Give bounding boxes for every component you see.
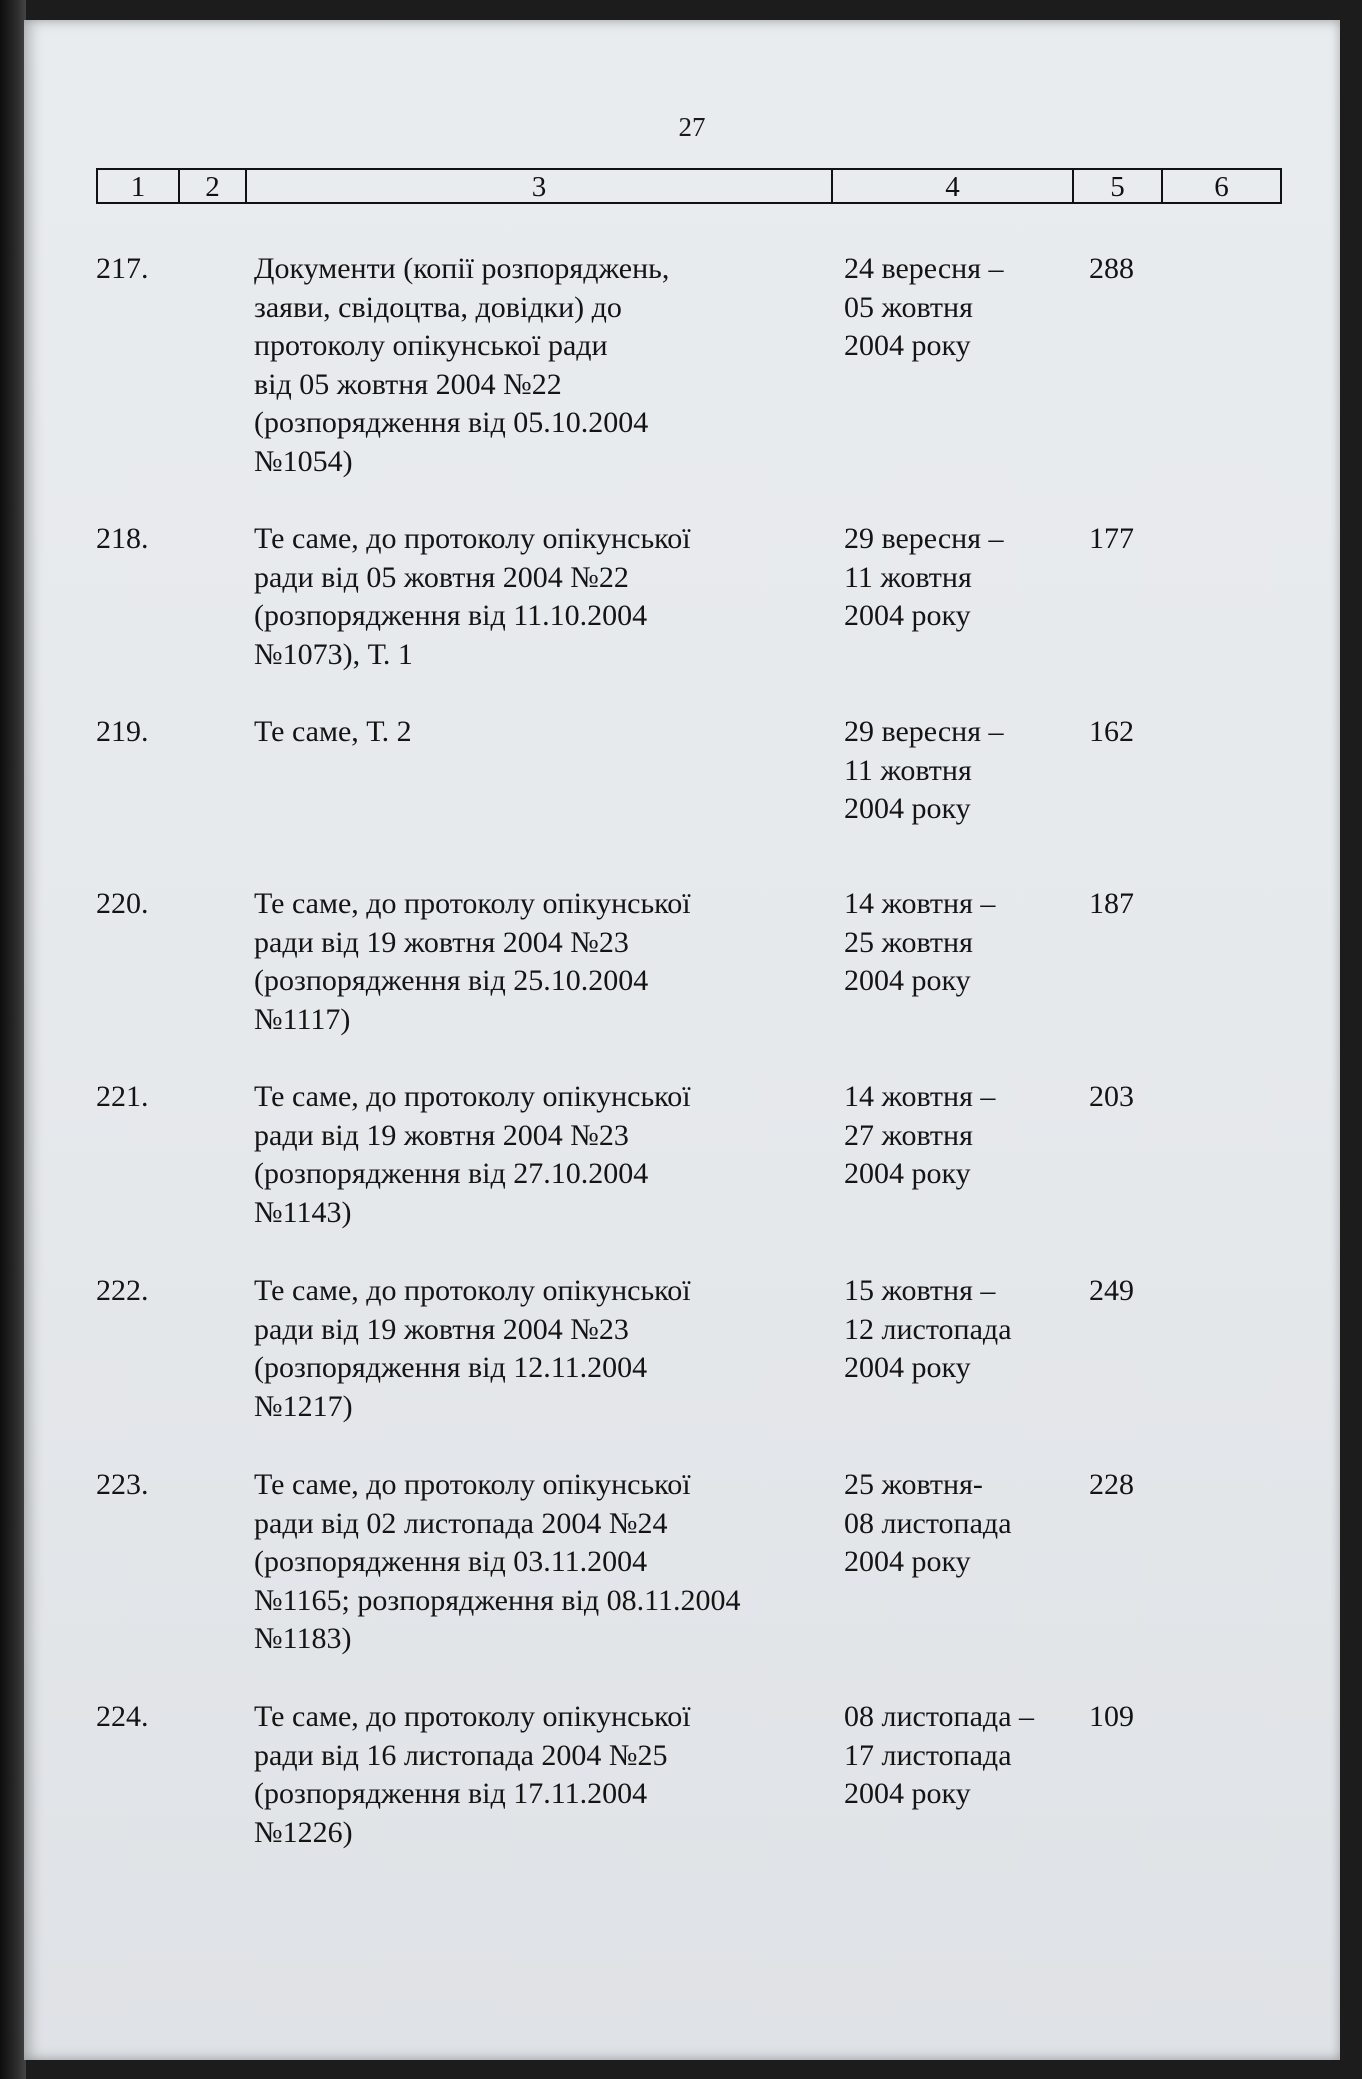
entry-sheet-count: 288 [1089,252,1134,285]
entry-description [254,885,854,1039]
dates-line: 2004 року [844,1351,971,1384]
entry-dates [844,1698,1064,1814]
description-line: ради від 19 жовтня 2004 №23 [254,1118,629,1152]
dates-line: 27 жовтня [844,1118,973,1152]
entry-description [254,1272,854,1426]
dates-line: 14 жовтня – [844,887,996,920]
description-line: (розпорядження від 05.10.2004 [254,406,649,439]
dates-line: 08 листопада – [844,1700,1035,1733]
dates-line: 12 листопада [844,1312,1012,1346]
entry-sheet-count: 177 [1089,522,1134,555]
entry-dates [844,1272,1064,1388]
entry-sheet-count: 109 [1089,1700,1134,1733]
description-line: ради від 05 жовтня 2004 №22 [254,560,629,594]
description-line: №1226) [254,1815,353,1849]
description-line: ради від 02 листопада 2004 №24 [254,1506,668,1540]
description-line: №1054) [254,444,353,478]
entry-sheet-count: 187 [1089,887,1134,920]
entry-description [254,1078,854,1232]
description-line: Те саме, до протоколу опікунської [254,1080,691,1113]
entry-sheet-count: 249 [1089,1274,1134,1307]
entry-number: 217. [96,252,149,285]
dates-line: 29 вересня – [844,715,1004,748]
entry-number: 221. [96,1080,149,1113]
page-number: 27 [678,112,706,142]
entry-description [254,713,854,752]
entry-number: 222. [96,1274,149,1307]
dates-line: 2004 року [844,599,971,632]
entry-sheet-count: 228 [1089,1468,1134,1501]
entry-description [254,520,854,674]
description-line: ради від 16 листопада 2004 №25 [254,1738,668,1772]
description-line: Те саме, Т. 2 [254,715,412,748]
dates-line: 15 жовтня – [844,1274,996,1307]
description-line: (розпорядження від 27.10.2004 [254,1157,649,1190]
description-line: Те саме, до протоколу опікунської [254,887,691,920]
dates-line: 2004 року [844,329,971,362]
description-line: Те саме, до протоколу опікунської [254,1274,691,1307]
entry-dates [844,520,1064,636]
entry-dates [844,885,1064,1001]
book-spine-edge [0,0,26,2079]
header-column-3: 3 [247,170,833,202]
description-line: Те саме, до протоколу опікунської [254,522,691,555]
entry-dates [844,1466,1064,1582]
description-line: Те саме, до протоколу опікунської [254,1700,691,1733]
entry-description [254,1466,854,1659]
description-line: заяви, свідоцтва, довідки) до [254,290,622,324]
entry-description [254,250,854,481]
entry-dates [844,713,1064,829]
entry-number: 223. [96,1468,149,1501]
entry-number: 219. [96,715,149,748]
entry-dates [844,250,1064,366]
dates-line: 2004 року [844,1157,971,1190]
header-column-2: 2 [180,170,247,202]
description-line: ради від 19 жовтня 2004 №23 [254,1312,629,1346]
entry-number: 218. [96,522,149,555]
description-line: (розпорядження від 25.10.2004 [254,964,649,997]
dates-line: 14 жовтня – [844,1080,996,1113]
description-line: Документи (копії розпоряджень, [254,252,670,285]
dates-line: 25 жовтня [844,925,973,959]
description-line: №1183) [254,1622,352,1655]
description-line: №1073), Т. 1 [254,637,413,671]
entry-dates [844,1078,1064,1194]
description-line: (розпорядження від 03.11.2004 [254,1545,648,1578]
dates-line: 11 жовтня [844,560,972,594]
dates-line: 11 жовтня [844,753,972,787]
description-line: №1117) [254,1002,351,1036]
header-column-6: 6 [1214,171,1229,203]
dates-line: 08 листопада [844,1506,1012,1540]
description-line: №1217) [254,1389,353,1423]
entry-description [254,1698,854,1852]
description-line: (розпорядження від 11.10.2004 [254,599,648,632]
dates-line: 25 жовтня- [844,1468,983,1501]
dates-line: 24 вересня – [844,252,1004,285]
description-line: №1143) [254,1195,352,1229]
description-line: протоколу опікунської ради [254,329,608,362]
dates-line: 29 вересня – [844,522,1004,555]
header-column-1: 1 [98,170,180,202]
description-line: (розпорядження від 12.11.2004 [254,1351,648,1384]
table-header-row [96,168,1282,204]
header-column-5: 5 [1074,170,1163,202]
entry-sheet-count: 203 [1089,1080,1134,1113]
document-page [24,20,1340,2060]
dates-line: 2004 року [844,1777,971,1810]
description-line: №1165; розпорядження від 08.11.2004 [254,1583,741,1617]
dates-line: 2004 року [844,964,971,997]
description-line: (розпорядження від 17.11.2004 [254,1777,648,1810]
header-column-4: 4 [833,170,1074,202]
entry-number: 220. [96,887,149,920]
dates-line: 2004 року [844,792,971,825]
dates-line: 05 жовтня [844,290,973,324]
description-line: Те саме, до протоколу опікунської [254,1468,691,1501]
description-line: від 05 жовтня 2004 №22 [254,367,562,401]
dates-line: 17 листопада [844,1738,1012,1772]
dates-line: 2004 року [844,1545,971,1578]
entry-sheet-count: 162 [1089,715,1134,748]
entry-number: 224. [96,1700,149,1733]
description-line: ради від 19 жовтня 2004 №23 [254,925,629,959]
